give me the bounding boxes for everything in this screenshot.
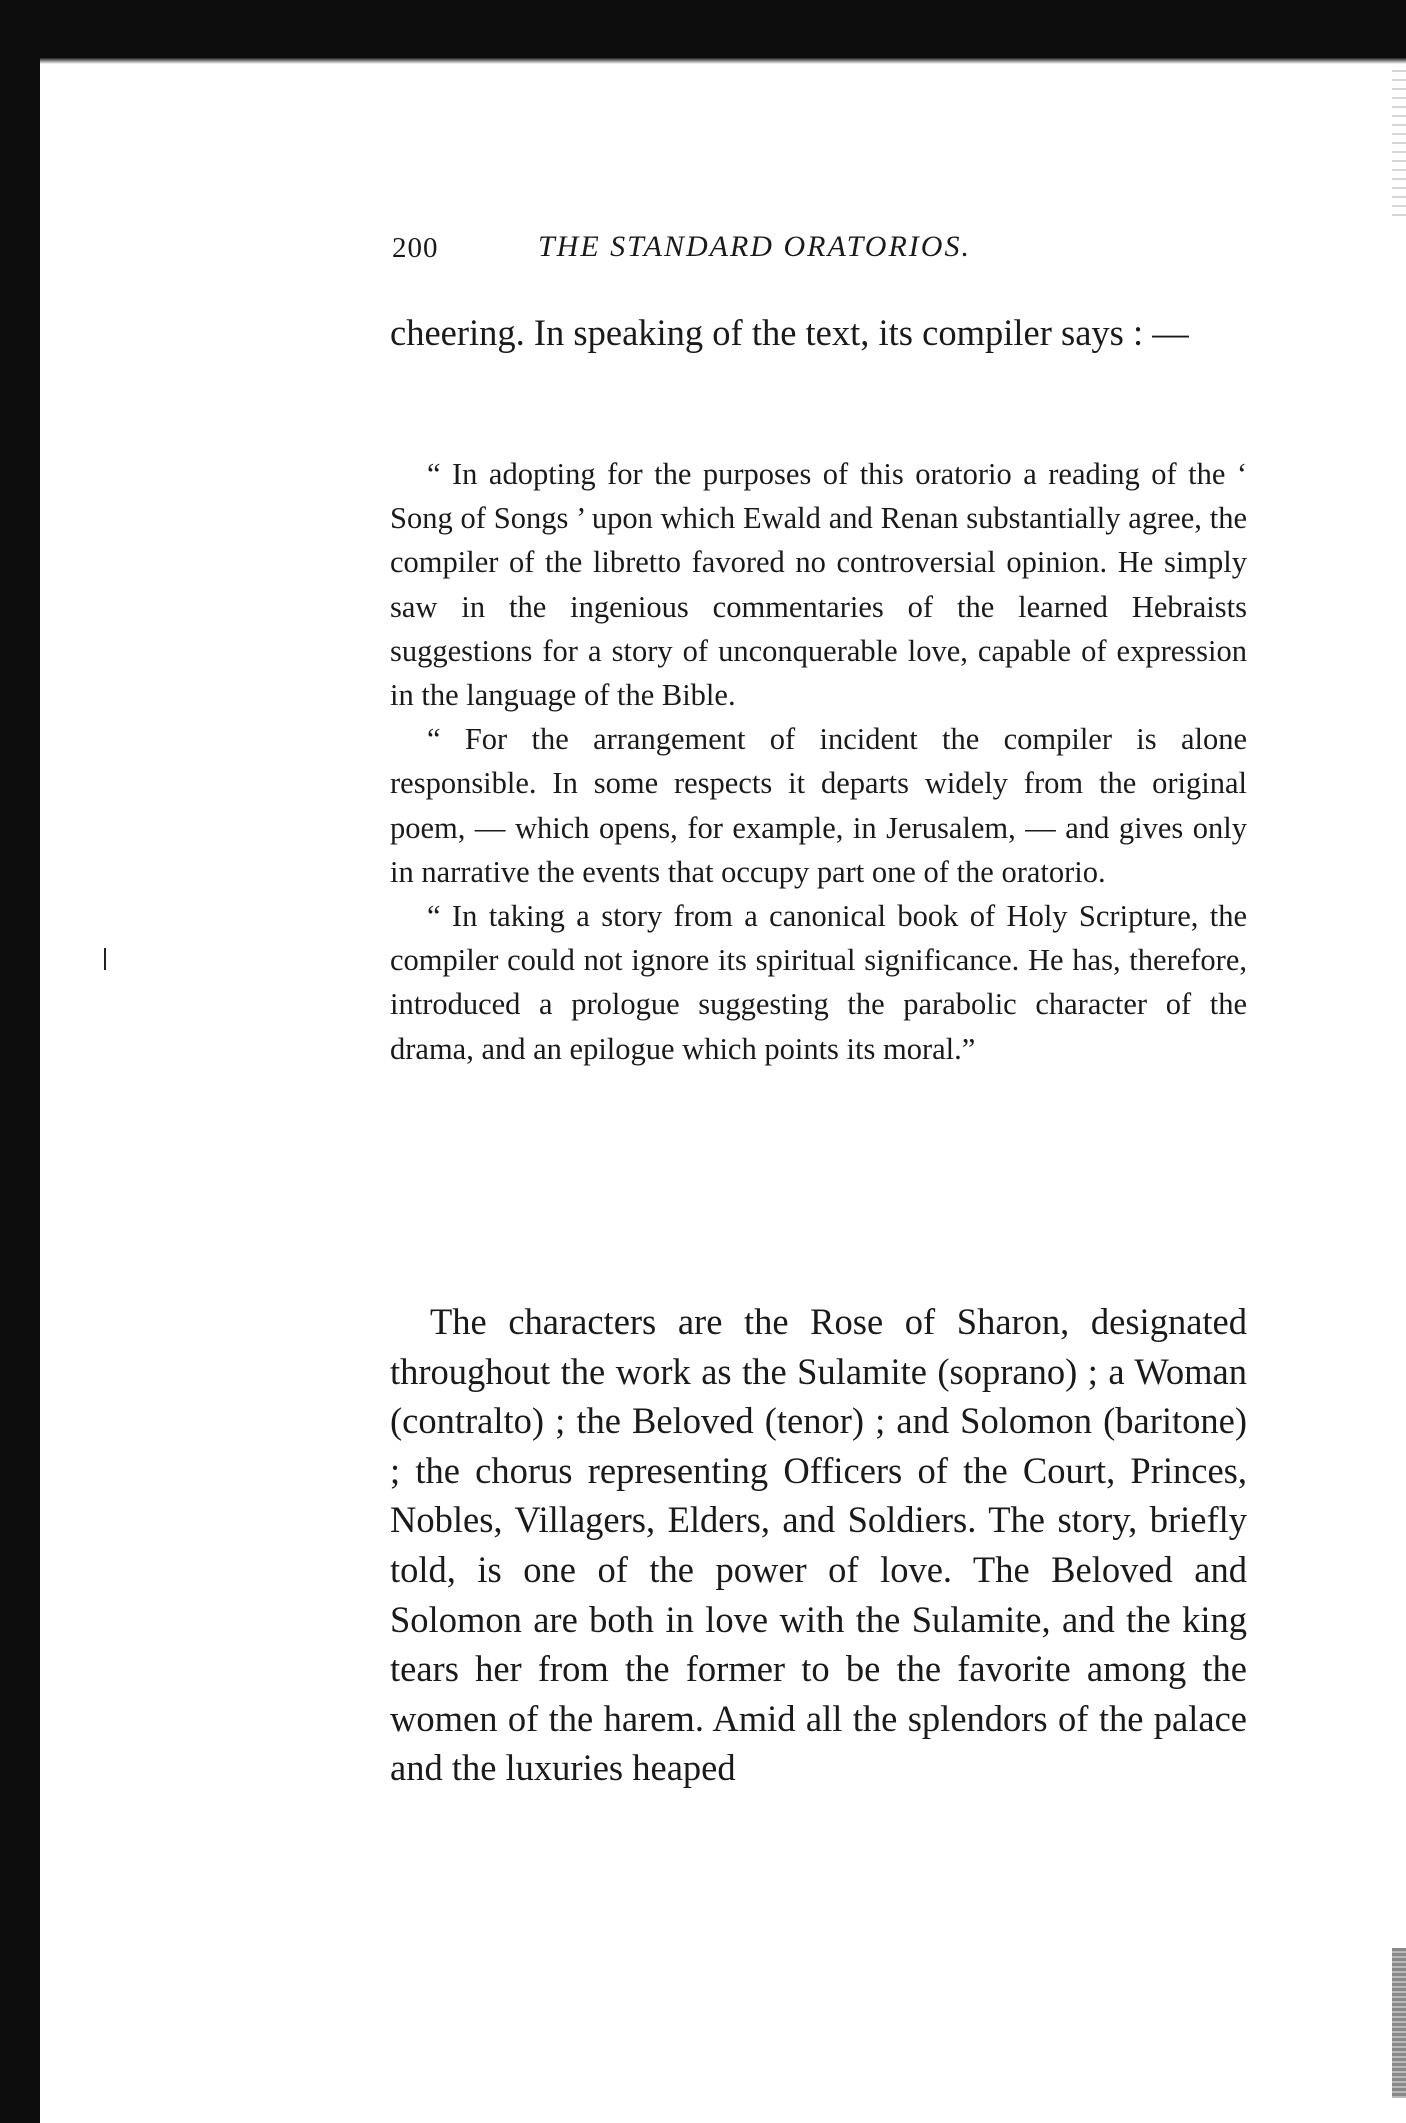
- scan-margin-mark: [104, 948, 106, 970]
- body-paragraph: The characters are the Rose of Sharon, designated throughout the work as the Sulamite (soprano) ; a Woman (contralto) ; the Beloved (tenor) ; and Solomon (baritone) ; the chorus representing Officers of the Court, Princes, Nobles, Villagers, Elders, and Soldiers. The story, briefly told, is one of the power of love. The Beloved and Solomon are both in love with the Sulamite, and the king tears her from the former to be the favorite among the women of the harem. Amid all the splendors of the palace and the luxuries heaped: [390, 1301, 1247, 1789]
- quote-paragraph-1: “ In adopting for the purposes of this oratorio a reading of the ‘ Song of Songs ’ upon which Ewald and Renan substantially agree, the compiler of the libretto favored no controversial opinion. He simply saw in the ingenious commentaries of the learned Hebraists suggestions for a story of unconquerable love, capable of expression in the language of the Bible.: [390, 457, 1247, 713]
- quote-paragraph-2: “ For the arrangement of incident the compiler is alone responsible. In some respects it departs widely from the original poem, — which opens, for example, in Jerusalem, — and gives only in narrative the events that occupy part one of the oratorio.: [390, 722, 1247, 889]
- scan-right-edge-bottom: [1392, 1948, 1406, 2098]
- scan-top-border: [0, 0, 1406, 58]
- page-header: [392, 232, 1114, 272]
- lead-paragraph: cheering. In speaking of the text, its compiler says : —: [390, 312, 1189, 353]
- page-number: 200: [392, 232, 439, 264]
- body-paragraph-block: [390, 1297, 1247, 1793]
- scan-border-shadow: [40, 58, 1406, 64]
- quote-paragraph-3: “ In taking a story from a canonical book of Holy Scripture, the compiler could not ignore its spiritual significance. He has, therefore, introduced a prologue suggesting the parabolic character of the drama, and an epilogue which points its moral.”: [390, 899, 1247, 1066]
- quoted-passage: [390, 452, 1247, 1071]
- scan-left-border: [0, 0, 40, 2123]
- scan-right-edge-top: [1392, 70, 1406, 220]
- running-title: THE STANDARD ORATORIOS.: [538, 230, 971, 263]
- lead-paragraph-block: [390, 308, 1247, 358]
